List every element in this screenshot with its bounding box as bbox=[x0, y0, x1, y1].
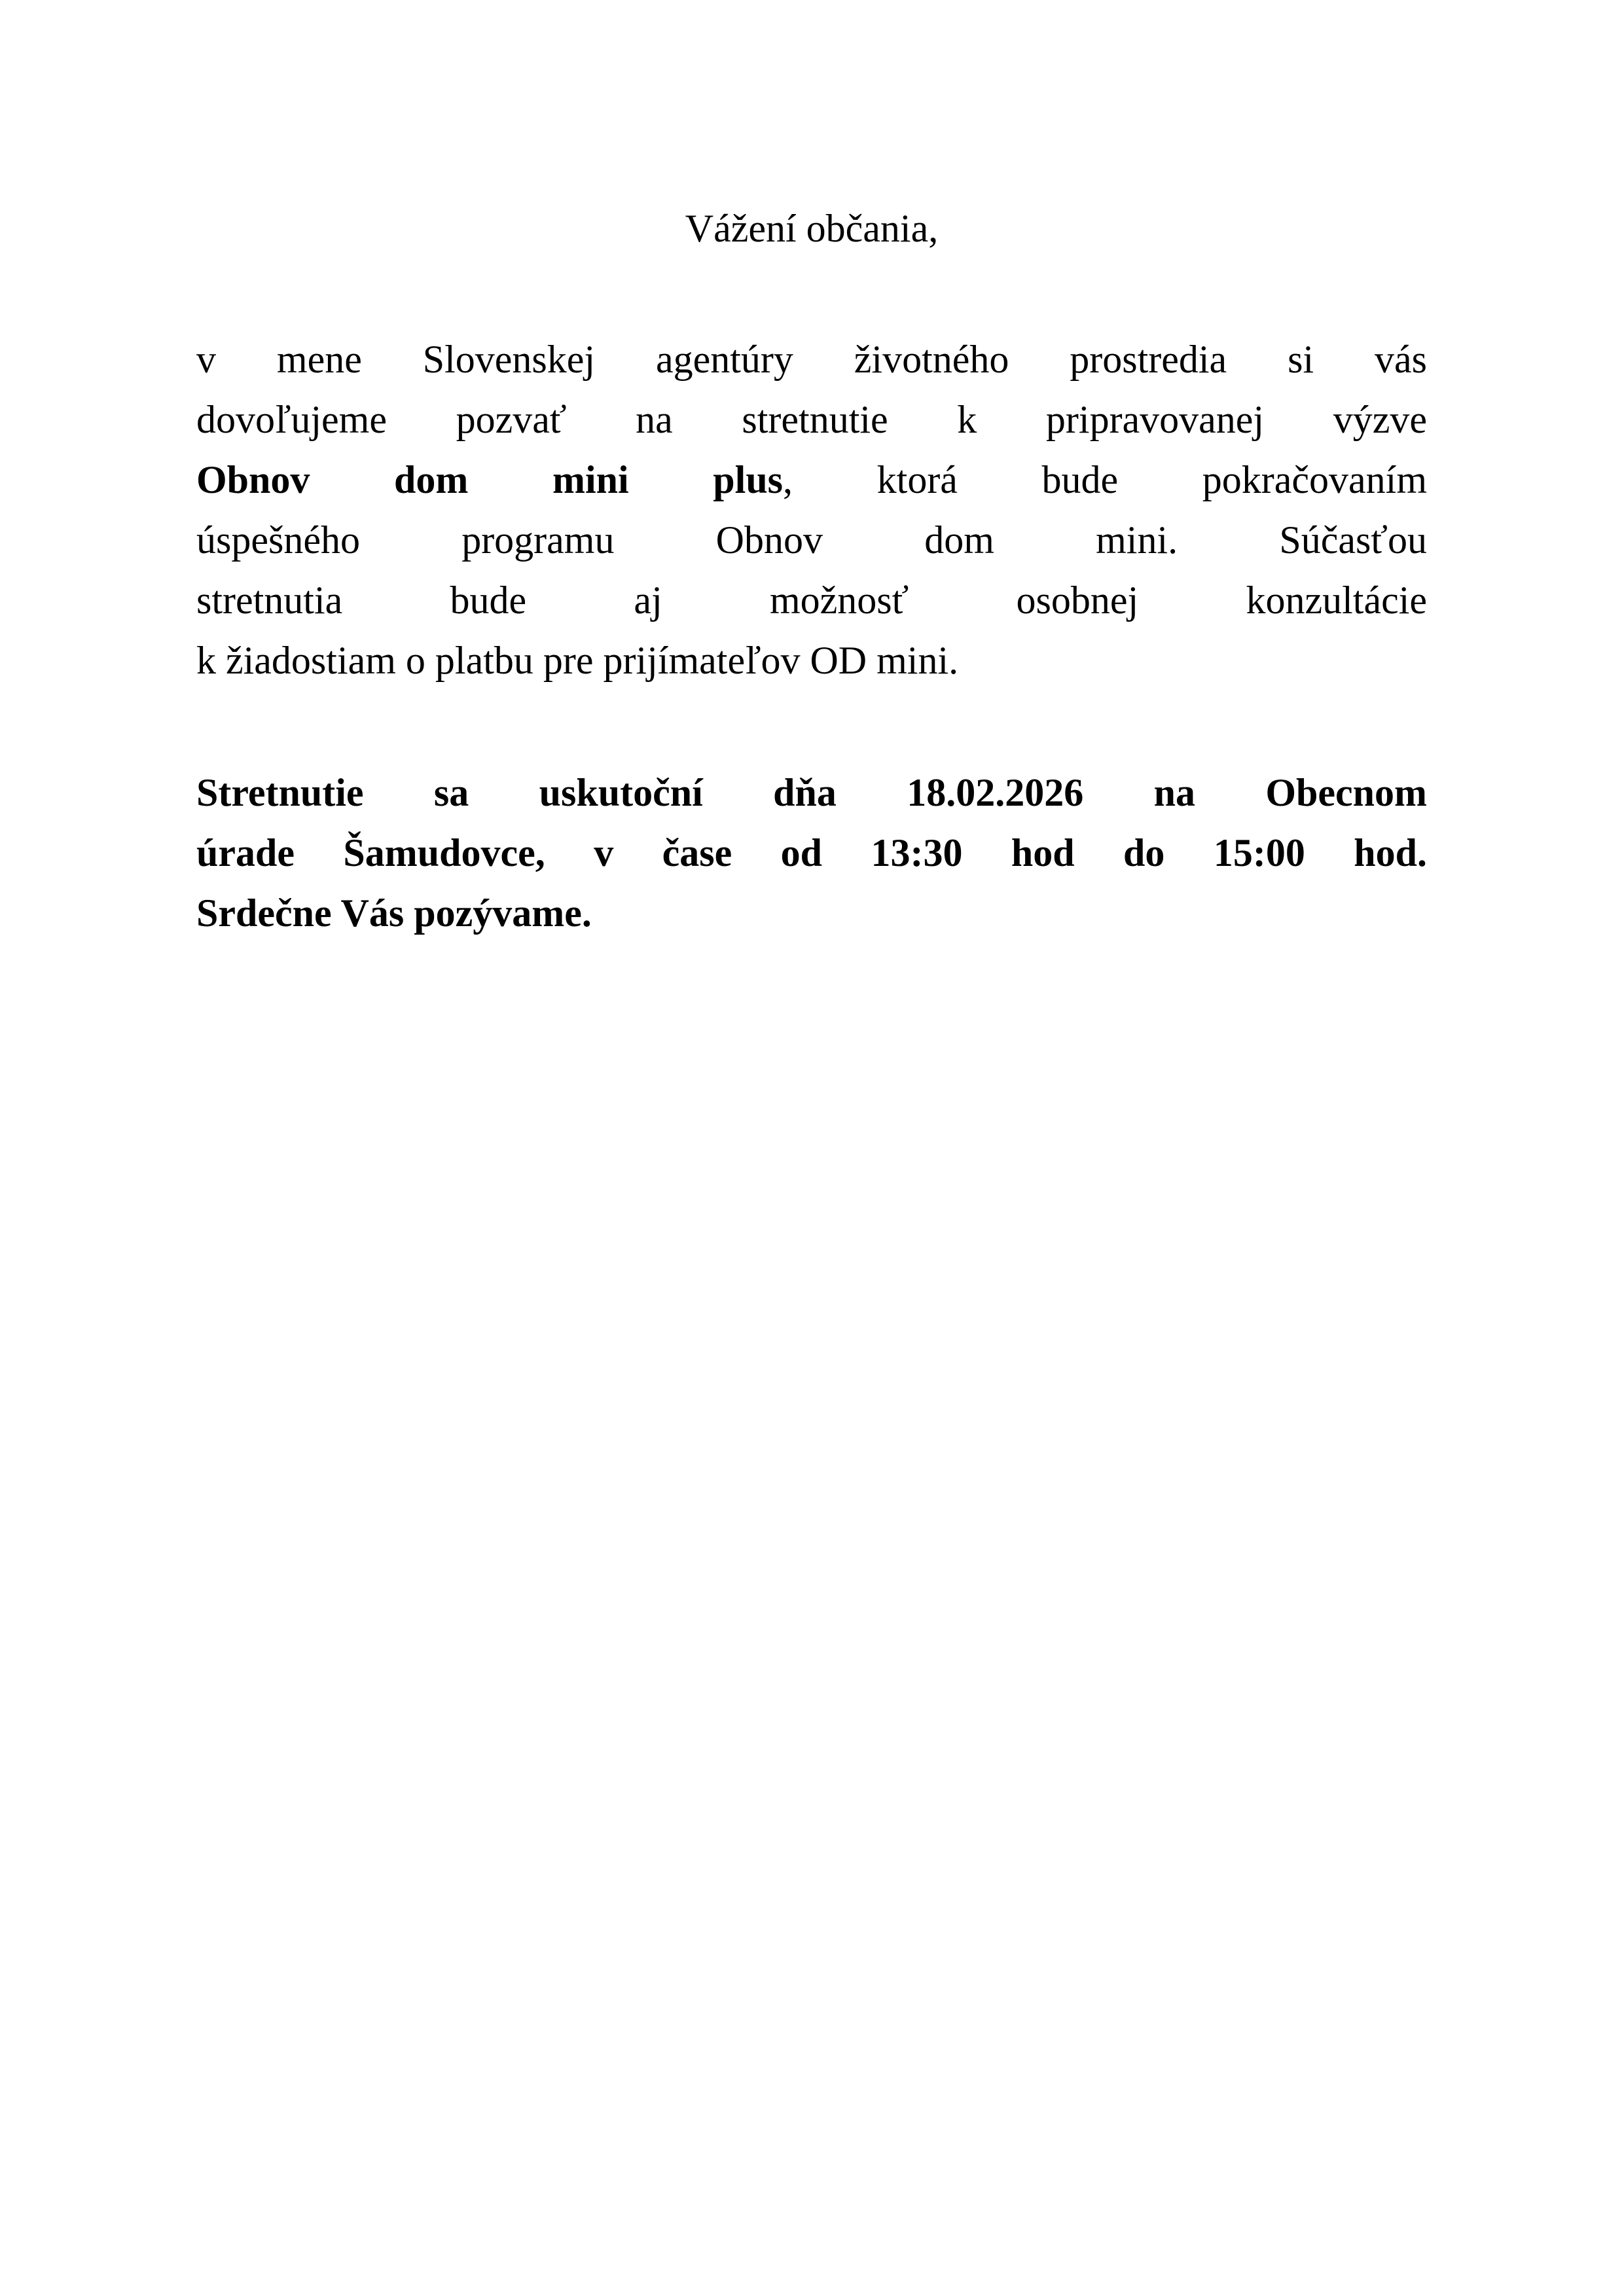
text-segment: k žiadostiam o platbu pre prijímateľov OD mini. bbox=[196, 639, 959, 682]
text-line bbox=[196, 450, 1427, 510]
text-line bbox=[196, 389, 1427, 450]
document-heading: Vážení občania, bbox=[685, 207, 939, 250]
text-line bbox=[196, 329, 1427, 389]
text-segment: Srdečne Vás pozývame. bbox=[196, 891, 592, 935]
text-segment: úrade Šamudovce, v čase od 13:30 hod do 15:00 hod. bbox=[196, 831, 1427, 874]
text-segment: dovoľujeme pozvať na stretnutie k pripravovanej výzve bbox=[196, 398, 1427, 441]
text-line bbox=[196, 883, 1427, 943]
text-segment: v mene Slovenskej agentúry životného prostredia si vás bbox=[196, 338, 1427, 381]
text-line bbox=[196, 823, 1427, 883]
text-segment: Stretnutie sa uskutoční dňa 18.02.2026 na Obecnom bbox=[196, 771, 1427, 814]
text-segment: úspešného programu Obnov dom mini. Súčasťou bbox=[196, 518, 1427, 562]
text-segment: stretnutia bude aj možnosť osobnej konzultácie bbox=[196, 579, 1427, 622]
meeting-details-paragraph bbox=[196, 762, 1427, 943]
text-segment: Obnov dom mini plus bbox=[196, 458, 784, 501]
text-line bbox=[196, 510, 1427, 570]
text-line bbox=[196, 762, 1427, 823]
text-line bbox=[196, 630, 1427, 691]
intro-paragraph bbox=[196, 329, 1427, 691]
text-segment: , ktorá bude pokračovaním bbox=[783, 458, 1427, 501]
document-content bbox=[196, 198, 1427, 943]
document-body bbox=[196, 329, 1427, 943]
text-line bbox=[196, 570, 1427, 630]
